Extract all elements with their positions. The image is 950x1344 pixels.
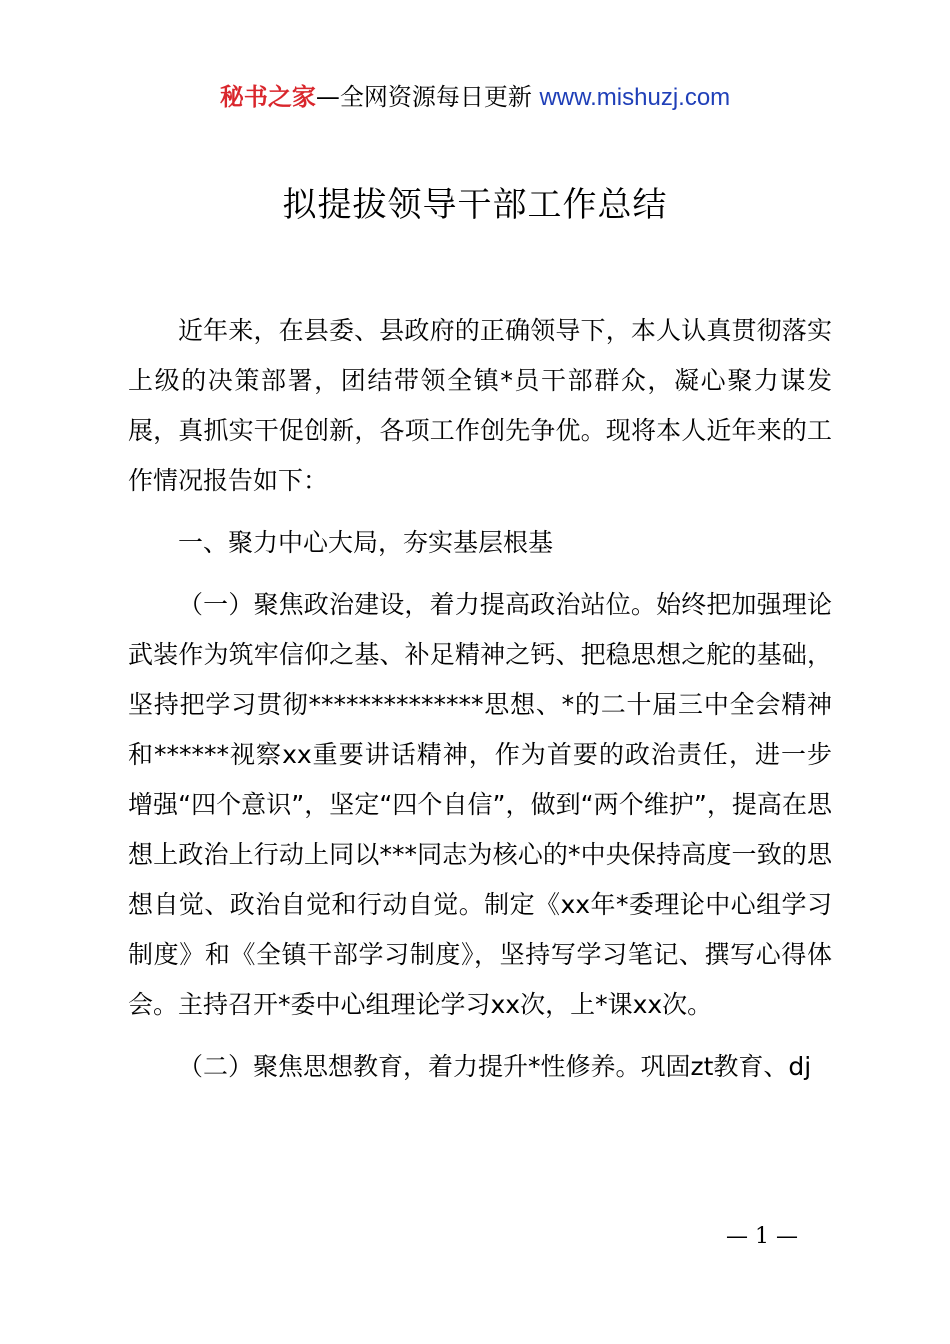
section-heading: 一、聚力中心大局，夯实基层根基	[178, 528, 554, 557]
site-header	[0, 80, 950, 115]
brand-name: 秘书之家	[219, 83, 316, 111]
paragraph-intro: 近年来，在县委、县政府的正确领导下，本人认真贯彻落实上级的决策部署，团结带领全镇*员干部群众，凝心聚力谋发展，真抓实干促创新，各项工作创先争优。现将本人近年来的工作情况报告如下：	[128, 316, 832, 495]
page-number: — 1 —	[726, 1224, 798, 1249]
paragraph-subsection-2: （二）聚焦思想教育，着力提升*性修养。巩固zt教育、dj	[178, 1052, 812, 1081]
document-body	[128, 306, 832, 1092]
site-url-link[interactable]: www.mishuzj.com	[539, 84, 731, 111]
header-slogan: —全网资源每日更新	[315, 83, 540, 111]
paragraph-subsection-1: （一）聚焦政治建设，着力提高政治站位。始终把加强理论武装作为筑牢信仰之基、补足精神之钙、把稳思想之舵的基础，坚持把学习贯彻**************思想、*的二十届三中全会精神和******视察xx重要讲话精神，作为首要的政治责任，进一步增强“四个意识”，坚定“四个自信”，做到“两个维护”，提高在思想上政治上行动上同以***同志为核心的*中央保持高度一致的思想自觉、政治自觉和行动自觉。制定《xx年*委理论中心组学习制度》和《全镇干部学习制度》，坚持写学习笔记、撰写心得体会。主持召开*委中心组理论学习xx次，上*课xx次。	[128, 590, 832, 1019]
document-title: 拟提拔领导干部工作总结	[282, 185, 668, 225]
